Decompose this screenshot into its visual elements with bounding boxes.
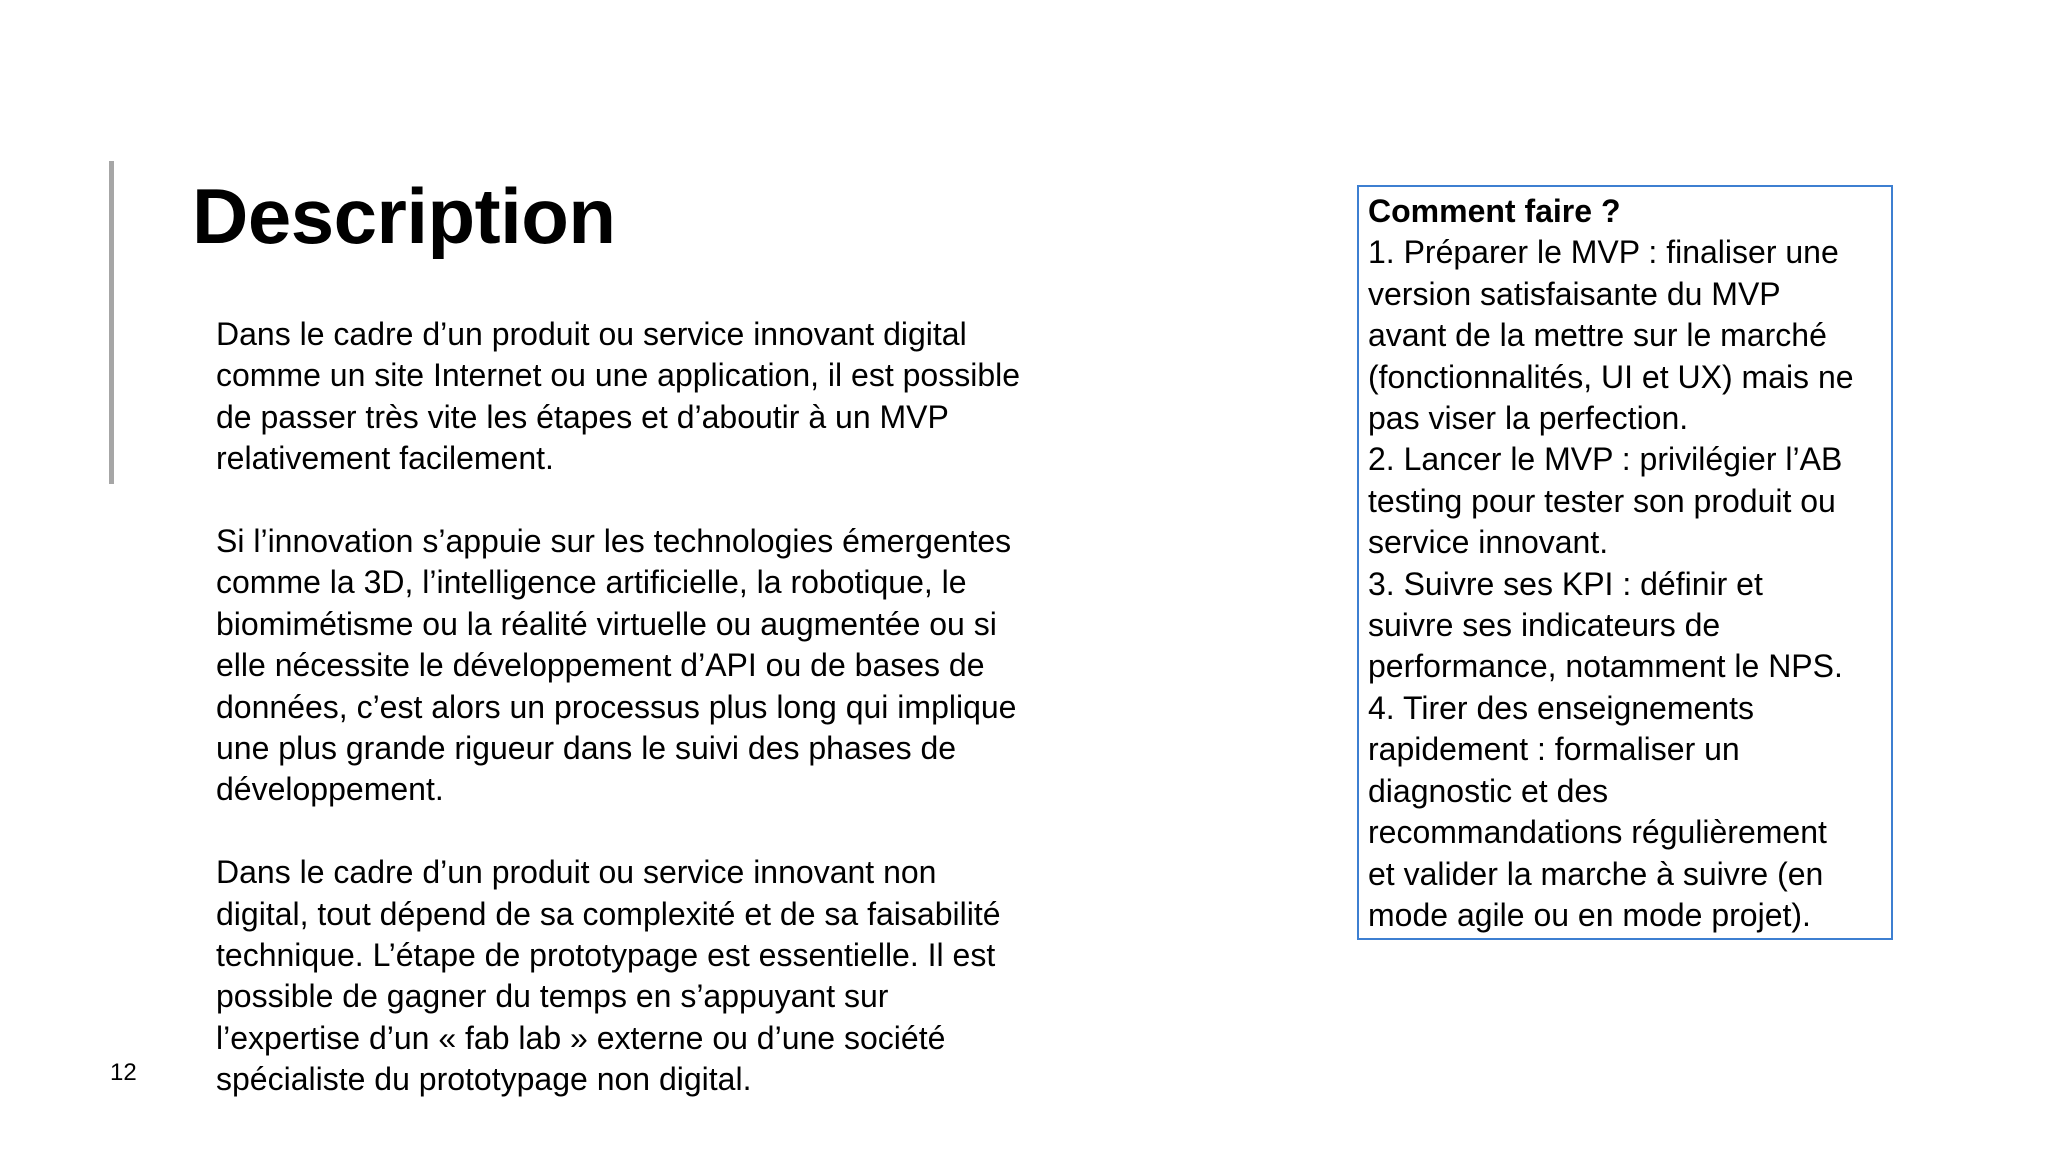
how-to-step: 1. Préparer le MVP : finaliser une version satisfaisante du MVP avant de la mettre sur le marché (fonctionnalités, UI et UX) mais ne pas viser la perfection. xyxy=(1368,234,1854,437)
how-to-box xyxy=(1357,185,1893,940)
body-paragraph: Si l’innovation s’appuie sur les technologies émergentes comme la 3D, l’intelligence artificielle, la robotique, le biomimétisme ou la réalité virtuelle ou augmentée ou si elle nécessite le développement d’API ou de bases de données, c’est alors un processus plus long qui implique une plus grande rigueur dans le suivi des phases de développement. xyxy=(216,523,1017,808)
slide-title: Description xyxy=(192,172,616,260)
body-paragraph: Dans le cadre d’un produit ou service innovant digital comme un site Internet ou une application, il est possible de passer très vite les étapes et d’aboutir à un MVP relativement facilement. xyxy=(216,316,1021,477)
how-to-step: 3. Suivre ses KPI : définir et suivre ses indicateurs de performance, notamment le NPS. xyxy=(1368,565,1843,685)
how-to-heading: Comment faire ? xyxy=(1368,193,1621,229)
how-to-step: 4. Tirer des enseignements rapidement : formaliser un diagnostic et des recommandations régulièrement et valider la marche à suivre (en mode agile ou en mode projet). xyxy=(1368,689,1827,933)
how-to-step: 2. Lancer le MVP : privilégier l’AB testing pour tester son produit ou service innovant. xyxy=(1368,441,1843,561)
body-paragraph: Dans le cadre d’un produit ou service innovant non digital, tout dépend de sa complexité et de sa faisabilité technique. L’étape de prototypage est essentielle. Il est possible de gagner du temps en s’appuyant sur l’expertise d’un « fab lab » externe ou d’une société spécialiste du prototypage non digital. xyxy=(216,854,1001,1098)
body-text xyxy=(216,314,1116,1101)
accent-bar xyxy=(109,161,114,484)
page-number: 12 xyxy=(110,1059,137,1086)
